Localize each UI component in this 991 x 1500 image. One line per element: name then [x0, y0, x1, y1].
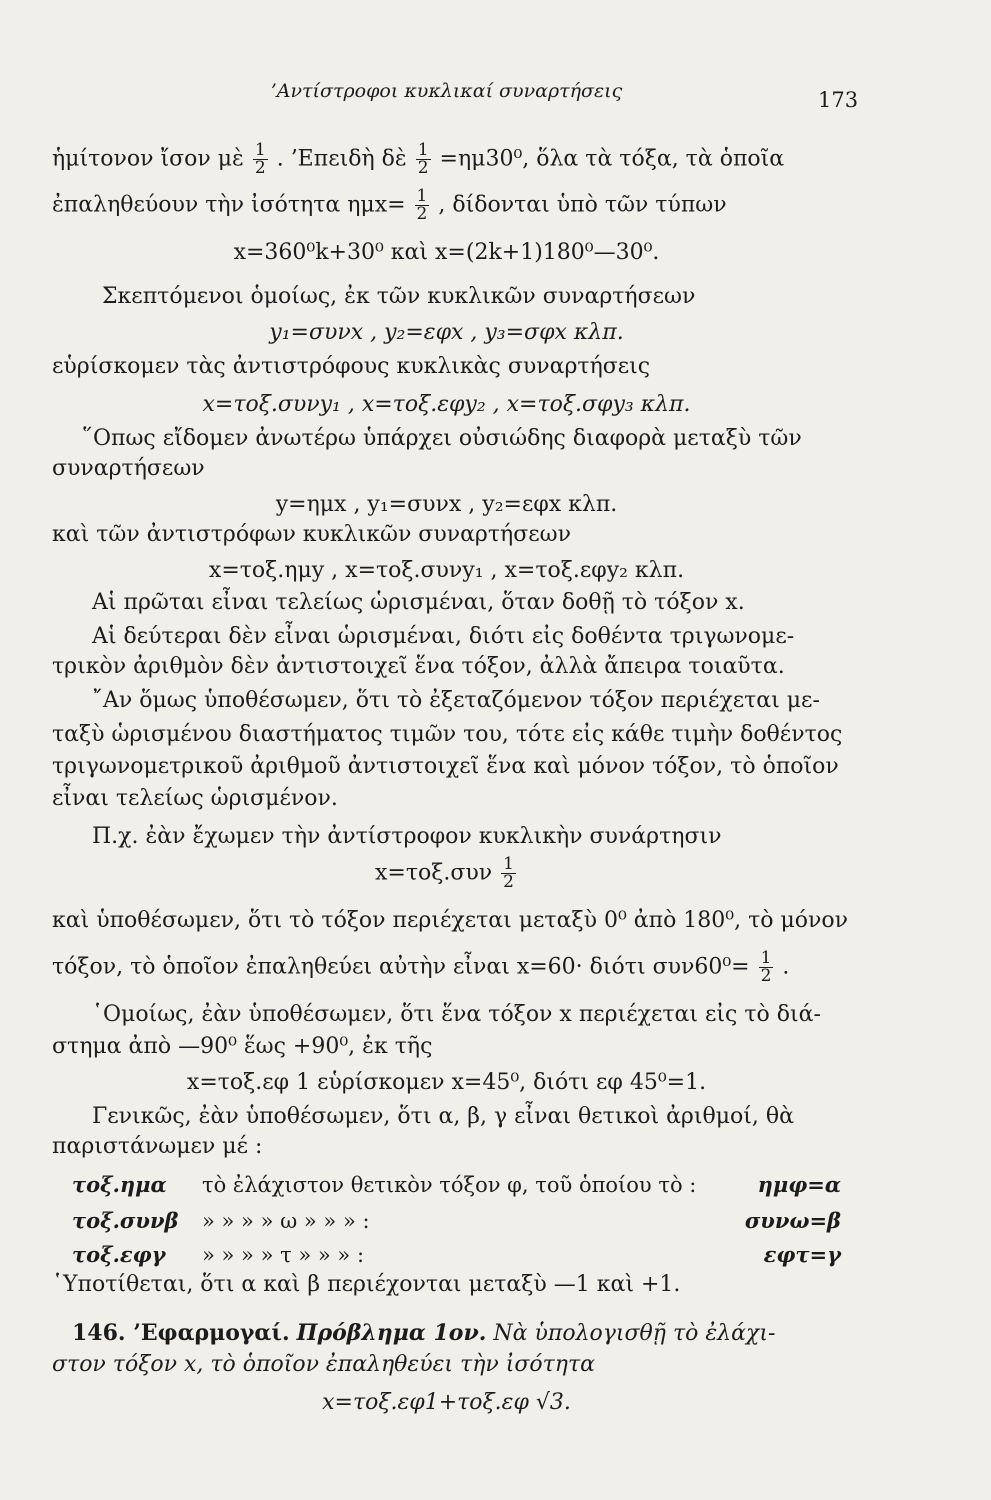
- formula-line: x=τοξ.ημy , x=τοξ.συνy₁ , x=τοξ.εφy₂ κλπ.: [208, 558, 685, 583]
- definition-relation: συνω=β: [744, 1208, 841, 1233]
- formula-line: x=360⁰k+30⁰ καὶ x=(2k+1)180⁰—30⁰.: [233, 240, 660, 265]
- text-line: Γενικῶς, ἐὰν ὑποθέσωμεν, ὅτι α, β, γ εἶναι θετικοὶ ἀριθμοί, θὰ: [92, 1104, 794, 1129]
- fraction: $\frac{1}{2}$: [503, 854, 514, 892]
- page-number: 173: [818, 88, 859, 112]
- formula-line: x=τοξ.εφ 1 εὑρίσκομεν x=45⁰, διότι εφ 45⁰=1.: [186, 1070, 707, 1095]
- section-title: 146. ’Εφαρμογαί.: [72, 1320, 290, 1346]
- text-line: Π.χ. ἐὰν ἔχωμεν τὴν ἀντίστροφον κυκλικὴν συνάρτησιν: [92, 824, 722, 849]
- running-title: ’Αντίστροφοι κυκλικαί συναρτήσεις: [270, 80, 623, 102]
- definition-text: » » » » ω » » » :: [202, 1209, 370, 1233]
- definition-text: » » » » τ » » » :: [202, 1243, 365, 1267]
- section-heading: 146. ’Εφαρμογαί. Πρόβλημα 1ον. Νὰ ὑπολογισθῇ τὸ ἐλάχι-: [72, 1320, 776, 1346]
- text-line: ῎Αν ὅμως ὑποθέσωμεν, ὅτι τὸ ἐξεταζόμενον τόξον περιέχεται με-: [92, 688, 820, 713]
- formula-line: x=τοξ.συν $\frac{1}{2}$: [375, 854, 514, 892]
- text-line: συναρτήσεων: [52, 456, 205, 481]
- text-line: καὶ τῶν ἀντιστρόφων κυκλικῶν συναρτήσεων: [52, 522, 571, 547]
- text-line: στον τόξον x, τὸ ὁποῖον ἐπαληθεύει τὴν ἰσότητα: [52, 1352, 596, 1377]
- text-line: ῞Οπως εἴδομεν ἀνωτέρω ὑπάρχει οὐσιώδης διαφορὰ μεταξὺ τῶν: [82, 426, 802, 451]
- text-line: Αἱ δεύτεραι δὲν εἶναι ὡρισμέναι, διότι εἰς δοθέντα τριγωνομε-: [92, 624, 795, 649]
- formula-line: x=τοξ.συνy₁ , x=τοξ.εφy₂ , x=τοξ.σφy₃ κλπ.: [202, 392, 691, 417]
- definition-abbr: τοξ.συνβ: [72, 1208, 179, 1233]
- text-line: στημα ἀπὸ —90⁰ ἕως +90⁰, ἐκ τῆς: [52, 1034, 433, 1059]
- fraction: $\frac{1}{2}$: [416, 186, 428, 224]
- text-line: τόξον, τὸ ὁποῖον ἐπαληθεύει αὐτὴν εἶναι x=60· διότι συν60⁰= $\frac{1}{2}$ .: [52, 948, 790, 986]
- text-line: τρικὸν ἀριθμὸν δὲν ἀντιστοιχεῖ ἕνα τόξον, ἀλλὰ ἄπειρα τοιαῦτα.: [52, 654, 785, 679]
- formula-line: y=ημx , y₁=συνx , y₂=εφx κλπ.: [275, 492, 618, 517]
- text-line: εὑρίσκομεν τὰς ἀντιστρόφους κυκλικὰς συναρτήσεις: [52, 354, 651, 379]
- text-line: τριγωνομετρικοῦ ἀριθμοῦ ἀντιστοιχεῖ ἕνα καὶ μόνον τόξον, τὸ ὁποῖον: [52, 754, 839, 779]
- formula-line: x=τοξ.εφ1+τοξ.εφ √3.: [322, 1390, 571, 1415]
- definition-relation: ημφ=α: [757, 1172, 841, 1197]
- text-line: καὶ ὑποθέσωμεν, ὅτι τὸ τόξον περιέχεται μεταξὺ 0⁰ ἀπὸ 180⁰, τὸ μόνον: [52, 908, 849, 933]
- text-line: ταξὺ ὡρισμένου διαστήματος τιμῶν του, τότε εἰς κάθε τιμὴν δοθέντος: [52, 722, 843, 747]
- fraction: $\frac{1}{2}$: [417, 140, 429, 178]
- formula-line: y₁=συνx , y₂=εφx , y₃=σφx κλπ.: [269, 320, 624, 345]
- fraction: $\frac{1}{2}$: [254, 140, 266, 178]
- text-line: ῾Ομοίως, ἐὰν ὑποθέσωμεν, ὅτι ἕνα τόξον x περιέχεται εἰς τὸ διά-: [92, 1002, 821, 1027]
- definition-relation: εφτ=γ: [763, 1242, 841, 1267]
- definition-abbr: τοξ.ημα: [72, 1172, 167, 1197]
- definition-text: τὸ ἐλάχιστον θετικὸν τόξον φ, τοῦ ὁποίου τὸ :: [202, 1173, 697, 1197]
- text-line: ῾Υποτίθεται, ὅτι α καὶ β περιέχονται μεταξὺ —1 καὶ +1.: [52, 1272, 681, 1297]
- text-line: Σκεπτόμενοι ὁμοίως, ἐκ τῶν κυκλικῶν συναρτήσεων: [102, 284, 696, 309]
- text-line: παριστάνωμεν μέ :: [52, 1134, 263, 1159]
- definition-abbr: τοξ.εφγ: [72, 1242, 166, 1267]
- text-line: ἡμίτονον ἴσον μὲ $\frac{1}{2}$ . ’Επειδὴ δὲ $\frac{1}{2}$ =ημ30⁰, ὅλα τὰ τόξα, τὰ ὁποῖα: [52, 140, 785, 178]
- text-line: Αἱ πρῶται εἶναι τελείως ὡρισμέναι, ὅταν δοθῇ τὸ τόξον x.: [92, 590, 745, 615]
- problem-title: Πρόβλημα 1ον.: [296, 1320, 487, 1346]
- text-line: εἶναι τελείως ὡρισμένον.: [52, 786, 338, 811]
- fraction: $\frac{1}{2}$: [760, 948, 772, 986]
- text-line: ἐπαληθεύουν τὴν ἰσότητα ημx= $\frac{1}{2}$ , δίδονται ὑπὸ τῶν τύπων: [52, 186, 727, 224]
